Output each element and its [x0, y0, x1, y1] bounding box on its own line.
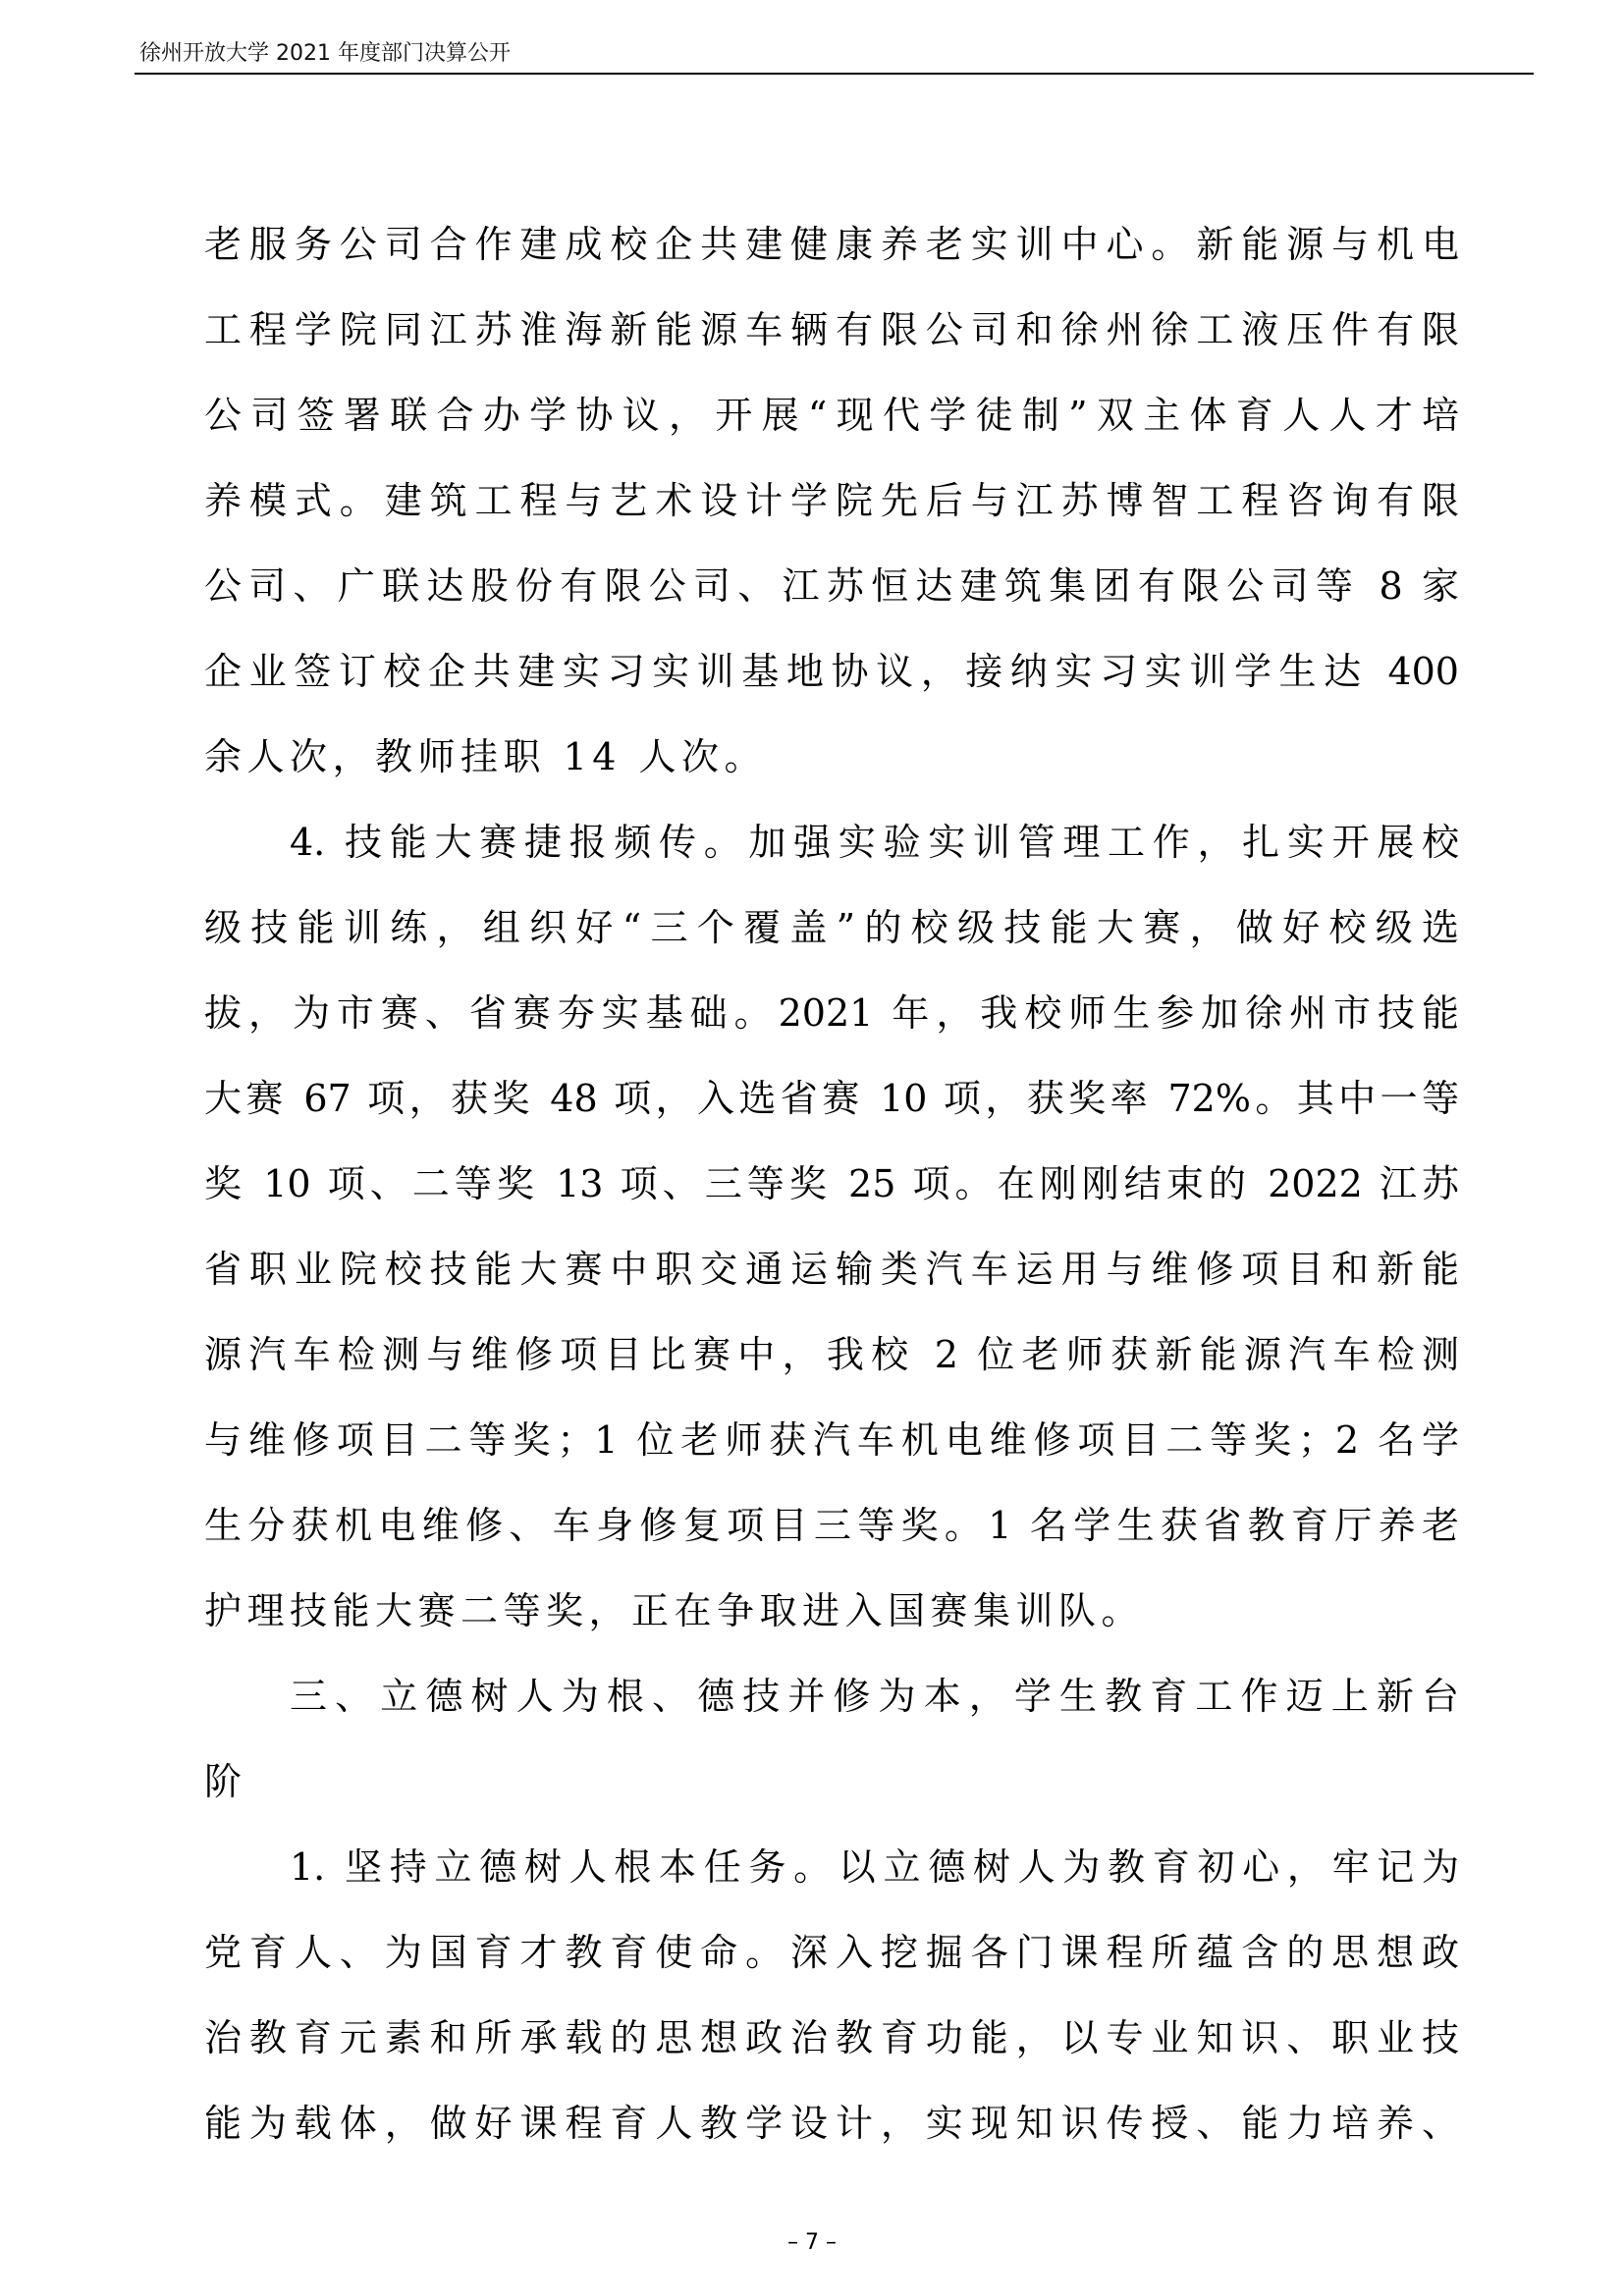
paragraph-heading-skills-contest: 4. 技能大赛捷报频传。加强实验实训管理工作，扎实开展校 — [290, 821, 1459, 864]
body-line: 能为载体，做好课程育人教学设计，实现知识传授、能力培养、 — [204, 2102, 1459, 2145]
body-line: 大赛 67 项，获奖 48 项，入选省赛 10 项，获奖率 72%。其中一等 — [204, 1077, 1459, 1120]
section-heading-three: 三、立德树人为根、德技并修为本，学生教育工作迈上新台 — [290, 1675, 1459, 1718]
document-body — [204, 216, 1459, 2180]
page-header-title: 徐州开放大学 2021 年度部门决算公开 — [139, 41, 511, 66]
body-line: 与维修项目二等奖；1 位老师获汽车机电维修项目二等奖；2 名学 — [204, 1418, 1459, 1462]
body-line: 级技能训练，组织好“三个覆盖”的校级技能大赛，做好校级选 — [204, 906, 1459, 949]
body-line: 源汽车检测与维修项目比赛中，我校 2 位老师获新能源汽车检测 — [204, 1333, 1459, 1376]
body-line: 企业签订校企共建实习实训基地协议，接纳实习实训学生达 400 — [204, 650, 1459, 693]
section-heading-three-continued: 阶 — [204, 1760, 247, 1803]
body-line: 党育人、为国育才教育使命。深入挖掘各门课程所蕴含的思想政 — [204, 1931, 1459, 1974]
body-line: 工程学院同江苏淮海新能源车辆有限公司和徐州徐工液压件有限 — [204, 308, 1459, 351]
body-line: 治教育元素和所承载的思想政治教育功能，以专业知识、职业技 — [204, 2016, 1459, 2059]
body-line: 省职业院校技能大赛中职交通运输类汽车运用与维修项目和新能 — [204, 1248, 1459, 1291]
body-line: 生分获机电维修、车身修复项目三等奖。1 名学生获省教育厅养老 — [204, 1504, 1459, 1547]
body-line: 公司、广联达股份有限公司、江苏恒达建筑集团有限公司等 8 家 — [204, 564, 1459, 608]
body-line: 护理技能大赛二等奖，正在争取进入国赛集训队。 — [204, 1589, 1145, 1632]
paragraph-heading-moral-education: 1. 坚持立德树人根本任务。以立德树人为教育初心，牢记为 — [290, 1845, 1459, 1889]
body-line: 余人次，教师挂职 14 人次。 — [204, 735, 768, 778]
body-line: 公司签署联合办学协议，开展“现代学徒制”双主体育人人才培 — [204, 394, 1459, 437]
body-line: 养模式。建筑工程与艺术设计学院先后与江苏博智工程咨询有限 — [204, 479, 1459, 522]
body-line: 老服务公司合作建成校企共建健康养老实训中心。新能源与机电 — [204, 223, 1459, 266]
body-line: 奖 10 项、二等奖 13 项、三等奖 25 项。在刚刚结束的 2022 江苏 — [204, 1162, 1459, 1205]
page-number: – 7 – — [787, 2230, 837, 2255]
header-divider — [135, 73, 1534, 75]
body-line: 拔，为市赛、省赛夯实基础。2021 年，我校师生参加徐州市技能 — [204, 991, 1459, 1035]
